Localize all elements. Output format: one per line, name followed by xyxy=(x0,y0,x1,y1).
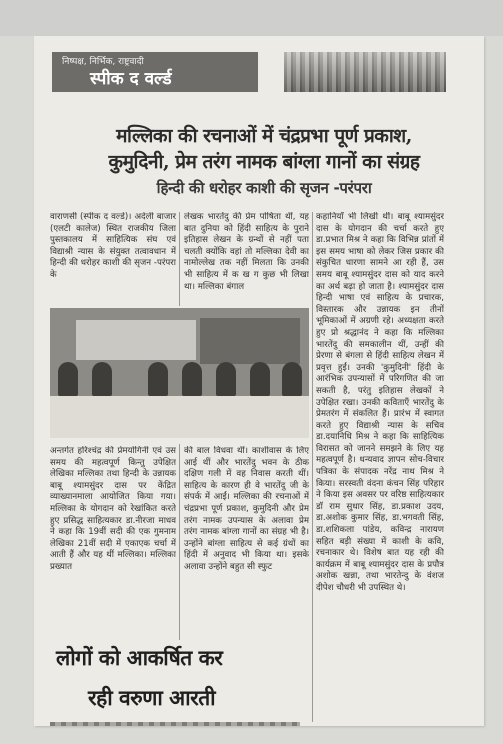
article-column-1: वाराणसी (स्पीक द वर्ल्ड)। अर्दली बाजार (एलटी कालेज) स्थित राजकीय जिला पुस्तकालय में साहित्यिक संघ एवं विद्याश्री न्यास के संयुक्त तत्वावधान में हिन्दी की धरोहर काशी की सृजन -परंपरा के xyxy=(50,212,176,280)
photo-backdrop xyxy=(200,318,300,364)
column-divider xyxy=(179,212,180,306)
headline-line-2: कुमुदिनी, प्रेम तरंग नामक बांग्ला गानों का संग्रह xyxy=(108,151,420,173)
photo-table xyxy=(50,396,309,438)
newspaper-clipping xyxy=(34,36,484,726)
column-divider xyxy=(179,444,180,640)
second-headline-line-2: रही वरुणा आरती xyxy=(88,685,216,710)
article-column-4: अन्तर्गत हरिश्चंद्र की प्रेमयोगिनी एवं उस समय की महत्वपूर्ण किन्तु उपेक्षित लेखिका मल्लिका तथा हिन्दी के उन्नायक बाबू श्यामसुंदर दास पर केंद्रित व्याख्यानमाला आयोजित किया गया। मल्लिका के योगदान को रेखांकित करते हुए प्रसिद्ध साहित्यकार डा.नीरजा माधव ने कहा कि 19वीं सदी की एक गुमनाम लेखिका 21वीं सदी में एकाएक चर्चा में आती हैं और यह थीं मल्लिका। मल्लिका प्रख्यात xyxy=(50,446,176,572)
second-headline-line-1: लोगों को आकर्षित कर xyxy=(56,645,223,670)
headline-line-1: मल्लिका की रचनाओं में चंद्रप्रभा पूर्ण प्रकाश, xyxy=(116,125,412,147)
masthead-photo xyxy=(284,52,446,92)
background-top xyxy=(0,0,503,36)
photo-person xyxy=(148,362,168,396)
column-divider xyxy=(312,212,313,722)
photo-person xyxy=(182,362,202,396)
photo-banner xyxy=(76,320,196,360)
photo-person xyxy=(92,362,112,396)
photo-person xyxy=(58,362,78,396)
masthead xyxy=(52,52,258,92)
article-column-2: लेखक भारतेंदु की प्रेम पोषिता थीं, यह बात दुनिया को हिंदी साहित्य के पुराने इतिहास लेखन के ग्रन्थों से नहीं पता चलती क्योंकि वहां तो मल्लिका देवी का नामोल्लेख तक नहीं मिलता कि उनकी भी साहित्य में क ख ग कुछ भी लिखा था। मल्लिका बंगाल xyxy=(184,212,309,292)
bottom-photo xyxy=(50,722,300,726)
article-column-5: की बाल विधवा थीं। काशीवास के लिए आई थीं और भारतेंदु भवन के ठीक दक्षिण गली में वह निवास करती थीं। साहित्य के कारण ही वे भारतेंदु जी के संपर्क में आईं। मल्लिका की रचनाओं में चंद्रप्रभा पूर्ण प्रकाश, कुमुदिनी और प्रेम तरंग नामक उपन्यास के अलावा प्रेम तरंग नामक बांग्ला गानों का संग्रह भी है। उन्होंने बांग्ला साहित्य से कई ग्रंथों का हिंदी में अनुवाद भी किया था। इसके अलावा उन्होंने बहुत सी स्फुट xyxy=(184,446,309,572)
masthead-brand: स्पीक द वर्ल्ड xyxy=(90,69,172,89)
article-column-3: कहानियाँ भी लिखी थीं। बाबू श्यामसुंदर दास के योगदान की चर्चा करते हुए डा.प्रभात मिश्र ने कहा कि विभिन्न प्रांतों में इस समय भाषा को लेकर जिस प्रकार की संकुचित धारणा सामने आ रही हैं, उस समय बाबू श्यामसुंदर दास को याद करने का अर्थ बढ़ा हो जाता है। श्यामसुंदर दास हिन्दी भाषा एवं साहित्य के प्रचारक, विस्तारक और उन्नायक इन तीनों भूमिकाओं में अग्रणी रहे। अध्यक्षता करते हुए प्रो श्रद्धानंद ने कहा कि मल्लिका भारतेंदु की समकालीन थीं, उन्हीं की प्रेरणा से बंगला से हिंदी साहित्य लेखन में प्रवृत्त हुईं। उनकी 'कुमुदिनी' हिंदी के आरंभिक उपन्यासों में परिगणित की जा सकती है, परंतु इतिहास लेखकों ने उपेक्षित रखा। उनकी कविताएँ भारतेंदु के प्रेमतरंग में संकलित हैं। प्रारंभ में स्वागत करते हुए विद्याश्री न्यास के सचिव डा.दयानिधि मिश्र ने कहा कि साहित्यिक विरासत को जानने समझने के लिए यह महत्वपूर्ण है। धन्यवाद ज्ञापन सोच-विचार पत्रिका के संपादक नरेंद्र नाथ मिश्र ने किया। सरस्वती वंदना कंचन सिंह परिहार ने किया इस अवसर पर वरिष्ठ साहित्यकार डॉ राम सुधार सिंह, डा.प्रकाश उदय, डा.अशोक कुमार सिंह, डा.भगवती सिंह, डा.शशिकला पांडेय, कविन्द्र नारायण सहित बड़ी संख्या में काशी के कवि, रचनाकार थे। विशेष बात यह रही की कार्यक्रम में बाबू श्यामसुंदर दास के प्रपौत्र अशोक खन्ना, तथा भारतेन्दु के वंशज दीपेश चौधरी भी उपस्थित थे। xyxy=(316,212,444,593)
masthead-tagline: निष्पक्ष, निर्भिक, राष्ट्रवादी xyxy=(62,57,144,67)
event-photo xyxy=(50,308,309,438)
photo-person xyxy=(216,362,236,396)
subheadline: हिन्दी की धरोहर काशी की सृजन -परंपरा xyxy=(156,179,372,197)
photo-person xyxy=(282,362,302,396)
photo-person xyxy=(250,362,270,396)
